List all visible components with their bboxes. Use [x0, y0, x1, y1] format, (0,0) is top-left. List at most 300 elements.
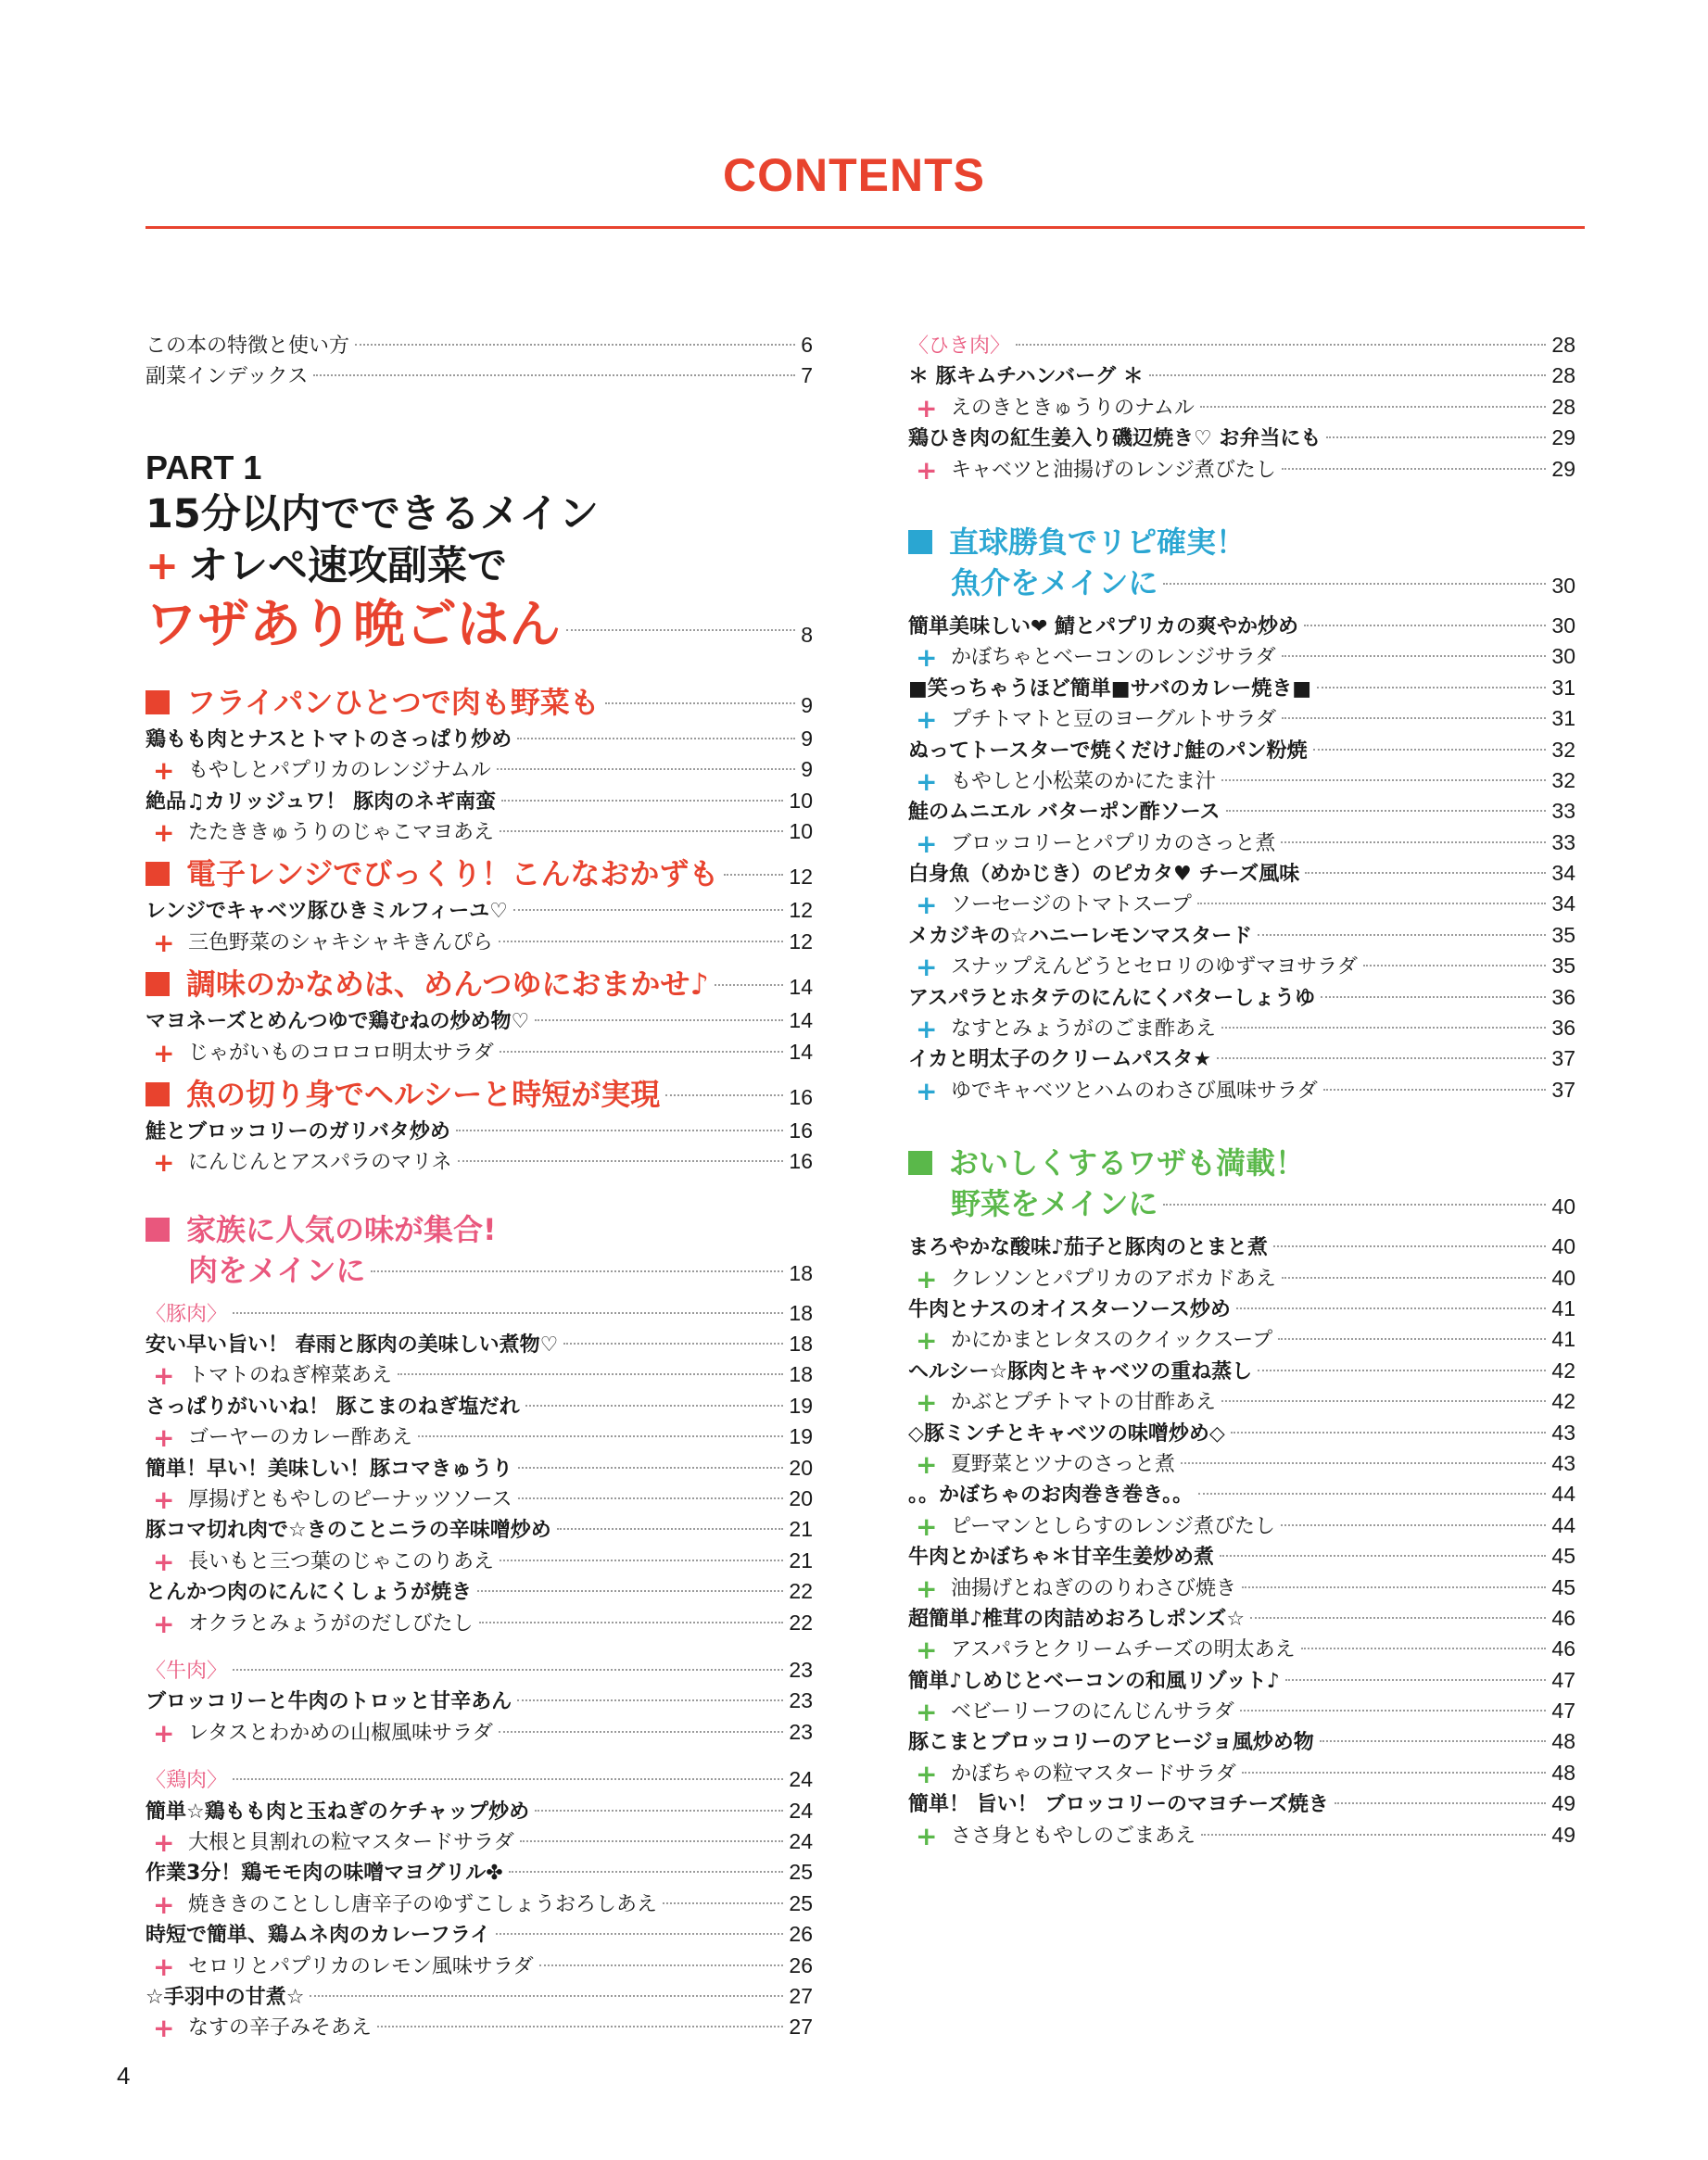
leader-dots	[1242, 1586, 1546, 1588]
leader-dots	[1282, 468, 1547, 470]
side-dish-row[interactable]	[908, 951, 1575, 981]
section-title-text: 電子レンジでびっくり！こんなおかずも	[186, 856, 719, 892]
leader-dots	[313, 374, 795, 376]
leader-dots	[355, 344, 795, 346]
side-dish-row[interactable]	[908, 1075, 1575, 1105]
plus-icon: +	[916, 392, 938, 423]
entry-title	[908, 1419, 1225, 1449]
leader-dots	[1181, 1462, 1546, 1464]
entry-title	[908, 1727, 1314, 1758]
section-veg-line1	[908, 1143, 1575, 1183]
entry-title	[908, 1604, 1245, 1635]
intro-list	[145, 330, 813, 392]
entry-title-text: 豚コマ切れ肉で☆きのことニラの辛味噌炒め	[145, 1519, 551, 1543]
page-ref: 8	[801, 622, 813, 647]
recipe-row[interactable]	[908, 1418, 1575, 1448]
entry-title	[908, 1044, 1211, 1075]
page-ref: 47	[1551, 1667, 1575, 1692]
entry-title-text: もやしとパプリカのレンジナムル	[188, 759, 491, 783]
entry-title-text: ブロッコリーと牛肉のトロッと甘辛あん	[145, 1690, 512, 1714]
category-label: 〈豚肉〉	[145, 1302, 228, 1326]
plus-icon: +	[153, 1608, 175, 1639]
entry-title-text: キャベツと油揚げのレンジ煮びたし	[951, 458, 1276, 482]
section-meat-heading[interactable]	[145, 1209, 813, 1291]
entry-title	[908, 797, 1221, 827]
entry-title	[908, 1511, 1275, 1542]
page-ref: 33	[1551, 799, 1575, 824]
title-rule	[145, 226, 1585, 229]
entry-title-text: イカと明太子のクリームパスタ★	[908, 1048, 1212, 1072]
entry-title	[908, 890, 1192, 920]
leader-dots	[1317, 687, 1546, 688]
entry-title	[908, 1789, 1329, 1820]
section-veg-line1-text: おいしくするワザも満載！	[949, 1145, 1306, 1181]
side-dish-row[interactable]	[145, 1421, 813, 1452]
page-ref: 37	[1551, 1046, 1575, 1071]
side-dish-row[interactable]	[145, 816, 813, 847]
recipe-row[interactable]	[908, 673, 1575, 703]
plus-icon: +	[916, 1635, 938, 1666]
page-ref: 19	[789, 1393, 813, 1418]
page-ref: 23	[789, 1719, 813, 1744]
entry-title-text: 作業3分！鶏モモ肉の味噌マヨグリル✤	[145, 1862, 503, 1886]
entry-title	[145, 1577, 472, 1608]
section-fish-line2	[908, 562, 1575, 603]
recipe-row[interactable]	[908, 1294, 1575, 1324]
recipe-row[interactable]	[908, 858, 1575, 889]
side-dish-row[interactable]	[145, 1146, 813, 1177]
side-dish-row[interactable]	[908, 827, 1575, 858]
side-dish-row[interactable]	[145, 2012, 813, 2042]
leader-dots	[715, 984, 784, 986]
meat-recipe-list	[145, 1291, 813, 2043]
recipe-row[interactable]	[145, 1857, 813, 1888]
entry-title	[145, 1718, 493, 1749]
entry-title-text: 鮭とブロッコリーのガリバタ炒め	[145, 1119, 450, 1143]
recipe-row[interactable]	[145, 1514, 813, 1545]
page-ref: 36	[1551, 1016, 1575, 1041]
entry-title-text: ■笑っちゃうほど簡単■サバのカレー焼き■	[908, 676, 1312, 701]
plus-icon: +	[916, 952, 938, 983]
category-row[interactable]	[908, 330, 1575, 360]
entry-title	[908, 1076, 1318, 1106]
plus-icon: +	[916, 642, 938, 674]
entry-title-text: ピーマンとしらすのレンジ煮びたし	[951, 1514, 1276, 1538]
part-title-big[interactable]	[145, 592, 813, 659]
entry-title-text: ソーセージのトマトスープ	[951, 893, 1192, 917]
page-ref: 7	[801, 363, 813, 388]
entry-title-text: アスパラとクリームチーズの明太あえ	[951, 1638, 1296, 1662]
entry-title	[145, 1827, 514, 1858]
leader-dots	[479, 1622, 784, 1623]
side-dish-row[interactable]	[145, 1359, 813, 1390]
category-label: 〈牛肉〉	[145, 1659, 228, 1683]
entry-title-text: 油揚げとねぎののりわさび焼き	[951, 1576, 1237, 1600]
page-ref: 40	[1551, 1234, 1575, 1259]
page-ref: 31	[1551, 706, 1575, 731]
spacer	[145, 1291, 813, 1298]
page-ref: 49	[1551, 1791, 1575, 1816]
section-title	[145, 963, 709, 1005]
recipe-row[interactable]	[145, 1005, 813, 1036]
plus-icon: +	[153, 1037, 175, 1068]
page-ref: 49	[1551, 1822, 1575, 1847]
leader-dots	[724, 874, 783, 876]
page-ref: 22	[789, 1610, 813, 1635]
recipe-row[interactable]	[145, 1453, 813, 1484]
page-ref: 27	[789, 1983, 813, 2008]
leader-dots	[233, 1669, 783, 1671]
page-ref: 43	[1551, 1450, 1575, 1475]
recipe-row[interactable]	[908, 423, 1575, 453]
side-dish-row[interactable]	[908, 1013, 1575, 1043]
entry-title	[145, 1392, 520, 1422]
plus-icon: +	[153, 1546, 175, 1577]
leader-dots	[1200, 406, 1547, 408]
page-ref: 43	[1551, 1420, 1575, 1445]
page-ref: 26	[789, 1952, 813, 1977]
side-dish-row[interactable]	[145, 1888, 813, 1919]
plus-icon: +	[153, 1422, 175, 1454]
side-dish-row[interactable]	[908, 703, 1575, 734]
page-ref: 42	[1551, 1389, 1575, 1414]
page-ref: 32	[1551, 767, 1575, 792]
leader-dots	[1226, 810, 1547, 812]
entry-title	[145, 1147, 452, 1178]
recipe-row[interactable]	[145, 1686, 813, 1716]
red-square-icon	[145, 690, 170, 714]
recipe-row[interactable]	[908, 1043, 1575, 1074]
recipe-row[interactable]	[908, 1356, 1575, 1386]
part-title-big-text: ワザあり晩ごはん	[145, 594, 561, 655]
page-ref: 45	[1551, 1544, 1575, 1569]
section-veg-heading[interactable]	[908, 1143, 1575, 1224]
side-dish-row[interactable]	[908, 1510, 1575, 1541]
leader-dots	[518, 1497, 784, 1499]
side-dish-row[interactable]	[145, 1546, 813, 1576]
leader-dots	[1221, 779, 1546, 781]
leader-dots	[1163, 1204, 1546, 1206]
plus-icon: +	[153, 1484, 175, 1516]
entry-title-text: さっぱりがいいね！ 豚こまのねぎ塩だれ	[145, 1395, 520, 1419]
entry-title-text: 絶品♫カリッジュワ！ 豚肉のネギ南蛮	[145, 789, 497, 814]
entry-title-text: セロリとパプリカのレモン風味サラダ	[188, 1954, 534, 1978]
leader-dots	[1221, 1027, 1546, 1029]
section-heading[interactable]	[145, 1073, 813, 1116]
page-ref: 14	[789, 1039, 813, 1064]
leader-dots	[535, 1019, 783, 1021]
entry-title-text: この本の特徴と使い方	[145, 335, 350, 358]
leader-dots	[605, 702, 795, 704]
entry-title	[908, 1014, 1216, 1044]
recipe-row[interactable]	[145, 786, 813, 816]
entry-title-text: ブロッコリーとパプリカのさっと煮	[951, 831, 1276, 855]
leader-dots	[310, 1995, 783, 1997]
page-ref: 14	[789, 1008, 813, 1033]
page-ref: 46	[1551, 1605, 1575, 1630]
side-dish-row[interactable]	[908, 1696, 1575, 1726]
entry-title-text: メカジキの☆ハニーレモンマスタード	[908, 924, 1253, 948]
recipe-row[interactable]	[908, 1726, 1575, 1757]
leader-dots	[1250, 1617, 1546, 1619]
entry-title	[908, 704, 1276, 735]
page-ref: 37	[1551, 1077, 1575, 1102]
page-ref: 21	[789, 1517, 813, 1542]
entry-title	[908, 642, 1276, 673]
leader-dots	[1326, 436, 1546, 438]
page-ref: 16	[789, 1118, 813, 1143]
leader-dots	[1363, 965, 1547, 966]
side-dish-row[interactable]	[145, 1951, 813, 1981]
recipe-row[interactable]	[145, 1981, 813, 2012]
side-dish-row[interactable]	[908, 454, 1575, 485]
leader-dots	[517, 738, 795, 739]
entry-title	[908, 1325, 1272, 1356]
section-heading[interactable]	[145, 681, 813, 724]
entry-title-text: かぼちゃの粒マスタードサラダ	[951, 1762, 1236, 1786]
section-title-text: 調味のかなめは、めんつゆにおまかせ♪	[186, 966, 709, 1003]
page-ref: 30	[1551, 573, 1575, 598]
entry-title	[145, 1797, 529, 1827]
side-dish-row[interactable]	[908, 1448, 1575, 1479]
entry-title	[908, 1232, 1268, 1263]
leader-dots	[1335, 1802, 1547, 1804]
page-ref: 22	[789, 1579, 813, 1604]
category-label: 〈鶏肉〉	[145, 1769, 228, 1793]
leader-dots	[1258, 934, 1546, 936]
category-row[interactable]	[145, 1764, 813, 1795]
entry-title-text: とんかつ肉のにんにくしょうが焼き	[145, 1581, 473, 1605]
pink-square-icon	[145, 1218, 170, 1242]
entry-title	[908, 736, 1308, 766]
plus-icon: +	[145, 542, 180, 589]
spacer	[908, 1224, 1575, 1232]
section-heading[interactable]	[145, 963, 813, 1005]
recipe-row[interactable]	[908, 360, 1575, 391]
page-ref: 40	[1551, 1194, 1575, 1219]
plus-icon: +	[916, 1014, 938, 1045]
entry-title-text: 簡単！ 旨い！ ブロッコリーのマヨチーズ焼き	[908, 1793, 1329, 1817]
page-ref: 6	[801, 333, 813, 357]
side-dish-row[interactable]	[145, 1608, 813, 1638]
category-row[interactable]	[145, 1655, 813, 1686]
leader-dots	[517, 1699, 783, 1701]
recipe-row[interactable]	[145, 1116, 813, 1146]
entry-title	[908, 921, 1252, 952]
entry-title-text: なすとみょうがのごま酢あえ	[951, 1017, 1217, 1042]
side-dish-row[interactable]	[145, 1717, 813, 1748]
recipe-row[interactable]	[145, 1576, 813, 1607]
plus-icon: +	[916, 1510, 938, 1542]
entry-title-text: 簡単♪しめじとベーコンの和風リゾット♪	[908, 1669, 1280, 1693]
page-title: CONTENTS	[723, 149, 985, 201]
entry-title	[145, 817, 494, 848]
page-ref: 29	[1551, 456, 1575, 481]
page-ref: 48	[1551, 1729, 1575, 1754]
section-meat-line1-text: 家族に人気の味が集合!	[186, 1211, 497, 1247]
page-ref: 30	[1551, 613, 1575, 638]
entry-title	[908, 393, 1195, 423]
section-fish-line1	[908, 522, 1575, 562]
page-ref: 28	[1551, 333, 1575, 357]
side-dish-row[interactable]	[145, 754, 813, 785]
recipe-row[interactable]	[145, 330, 813, 360]
entry-title-text: 安い早い旨い！ 春雨と豚肉の美味しい煮物♡	[145, 1333, 559, 1358]
category-row[interactable]	[145, 1298, 813, 1329]
page-ref: 12	[789, 898, 813, 923]
recipe-row[interactable]	[145, 1796, 813, 1826]
entry-title-text: もやしと小松菜のかにたま汁	[951, 769, 1217, 793]
recipe-row[interactable]	[145, 1329, 813, 1359]
leader-dots	[1281, 841, 1546, 843]
leader-dots	[525, 1405, 784, 1407]
page-ref: 24	[789, 1798, 813, 1823]
recipe-row[interactable]	[908, 1788, 1575, 1819]
entry-title	[145, 2013, 372, 2043]
entry-title	[908, 1295, 1231, 1325]
recipe-row[interactable]	[145, 1919, 813, 1950]
side-dish-row[interactable]	[145, 1826, 813, 1857]
page-ref: 47	[1551, 1699, 1575, 1724]
entry-title	[908, 828, 1275, 859]
recipe-row[interactable]	[908, 1232, 1575, 1262]
entry-title-text: 時短で簡単、鶏ムネ肉のカレーフライ	[145, 1924, 491, 1948]
entry-title	[145, 1952, 534, 1982]
leader-dots	[233, 1312, 783, 1314]
entry-title	[145, 1006, 529, 1037]
page-ref: 33	[1551, 829, 1575, 854]
right-column	[908, 330, 1575, 1851]
entry-title-text: 厚揚げともやしのピーナッツソース	[188, 1488, 512, 1512]
recipe-row[interactable]	[908, 1603, 1575, 1634]
recipe-row[interactable]	[145, 360, 813, 391]
side-dish-row[interactable]	[908, 1263, 1575, 1294]
entry-title	[908, 952, 1358, 982]
entry-title	[908, 766, 1216, 797]
side-dish-row[interactable]	[145, 1037, 813, 1067]
side-dish-row[interactable]	[908, 1573, 1575, 1603]
recipe-row[interactable]	[145, 1391, 813, 1421]
page-ref: 18	[789, 1362, 813, 1387]
entry-title	[145, 1360, 392, 1391]
plus-icon: +	[153, 927, 175, 958]
plus-icon: +	[153, 1717, 175, 1749]
side-dish-row[interactable]	[145, 1484, 813, 1514]
entry-title	[145, 1454, 512, 1484]
entry-title-text: 焼ききのことしし唐辛子のゆずこしょうおろしあえ	[188, 1892, 658, 1916]
entry-title-text: ぬってトースターで焼くだけ♪鮭のパン粉焼	[908, 739, 1308, 763]
entry-title	[145, 1547, 494, 1577]
entry-title-text: スナップえんどうとセロリのゆずマヨサラダ	[951, 955, 1358, 979]
recipe-row[interactable]	[908, 1479, 1575, 1509]
section-title	[145, 681, 600, 724]
page-ref: 21	[789, 1547, 813, 1573]
entry-title-text: まろやかな酸味♪茄子と豚肉のとまと煮	[908, 1236, 1269, 1260]
entry-title-text: 大根と貝割れの粒マスタードサラダ	[188, 1830, 514, 1854]
entry-title	[145, 1920, 490, 1951]
page-ref: 18	[789, 1300, 813, 1325]
recipe-row[interactable]	[908, 735, 1575, 765]
recipe-row[interactable]	[908, 611, 1575, 641]
leader-dots	[500, 830, 783, 832]
entry-title-text: マヨネーズとめんつゆで鶏むねの炒め物♡	[145, 1010, 530, 1034]
leader-dots	[500, 1560, 783, 1561]
recipe-row[interactable]	[145, 895, 813, 926]
spacer	[145, 1748, 813, 1764]
side-dish-row[interactable]	[908, 889, 1575, 919]
page-ref: 9	[801, 726, 813, 751]
page-ref: 20	[789, 1486, 813, 1511]
page-ref: 36	[1551, 984, 1575, 1009]
entry-title-text: ヘルシー☆豚肉とキャベツの重ね蒸し	[908, 1359, 1253, 1383]
entry-title	[145, 1330, 558, 1360]
leader-dots	[535, 1810, 783, 1812]
leader-dots	[663, 1902, 783, 1904]
entry-title-text: かぶとプチトマトの甘酢あえ	[951, 1391, 1217, 1415]
page-ref: 18	[789, 1332, 813, 1357]
leader-dots	[500, 1051, 784, 1053]
leader-dots	[1240, 1710, 1547, 1712]
entry-title-text: 三色野菜のシャキシャキきんぴら	[188, 930, 493, 954]
side-dish-row[interactable]	[908, 765, 1575, 796]
side-dish-row[interactable]	[908, 1758, 1575, 1788]
recipe-row[interactable]	[908, 1665, 1575, 1696]
side-dish-row[interactable]	[908, 1820, 1575, 1851]
entry-title-text: にんじんとアスパラのマリネ	[188, 1151, 452, 1175]
side-dish-row[interactable]	[908, 1386, 1575, 1417]
plus-icon: +	[916, 704, 938, 736]
plus-icon: +	[916, 1263, 938, 1295]
entry-title	[908, 1264, 1276, 1295]
page-ref: 34	[1551, 861, 1575, 886]
entry-title-text: ＊ 豚キムチハンバーグ ＊	[908, 365, 1144, 389]
side-dish-row[interactable]	[908, 1324, 1575, 1355]
page-ref: 25	[789, 1890, 813, 1915]
entry-title	[145, 755, 491, 786]
hiki-recipe-list	[908, 330, 1575, 485]
entry-title	[908, 612, 1298, 642]
page-ref: 42	[1551, 1358, 1575, 1383]
recipe-row[interactable]	[908, 796, 1575, 827]
red-square-icon	[145, 862, 170, 886]
side-dish-row[interactable]	[145, 927, 813, 957]
leader-dots	[477, 1590, 783, 1592]
page-ref: 40	[1551, 1265, 1575, 1290]
leader-dots	[1282, 1277, 1547, 1279]
section-veg-line2	[908, 1183, 1575, 1224]
side-dish-row[interactable]	[908, 641, 1575, 672]
section-title-text: 魚の切り身でヘルシーと時短が実現	[186, 1076, 661, 1112]
recipe-row[interactable]	[908, 1541, 1575, 1572]
entry-title	[908, 1387, 1216, 1418]
side-dish-row[interactable]	[908, 1634, 1575, 1664]
recipe-row[interactable]	[908, 982, 1575, 1013]
plus-icon: +	[153, 755, 175, 787]
leader-dots	[1321, 996, 1546, 998]
side-dish-row[interactable]	[908, 392, 1575, 423]
entry-title	[908, 1357, 1252, 1387]
section-fish-line1-text: 直球勝負でリピ確実！	[949, 524, 1246, 560]
recipe-row[interactable]	[145, 724, 813, 754]
section-heading[interactable]	[145, 853, 813, 895]
page-ref: 20	[789, 1455, 813, 1480]
leader-dots	[1221, 1400, 1546, 1402]
recipe-row[interactable]	[908, 920, 1575, 951]
entry-title	[908, 1697, 1234, 1727]
entry-title-text: ベビーリーフのにんじんサラダ	[951, 1700, 1234, 1724]
section-fish-heading[interactable]	[908, 522, 1575, 603]
entry-title-text: 鮭のムニエル バターポン酢ソース	[908, 801, 1221, 825]
